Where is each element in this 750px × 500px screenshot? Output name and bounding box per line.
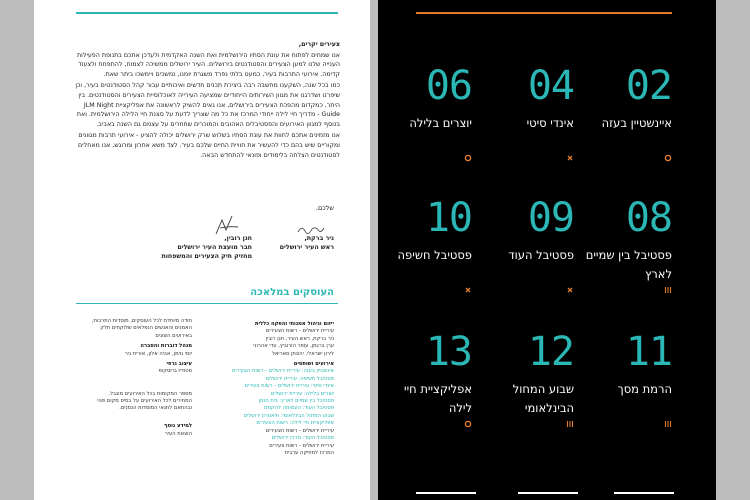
credit-line: אירועים ושותפים (293, 361, 334, 368)
credit-line: ובהתאם לתנאי המוסדות הנמנים. (119, 405, 192, 412)
signer-name: ניר ברקת, (304, 235, 334, 242)
credit-line: עיריית ירושלים - רשות הצעירים (265, 427, 334, 434)
circle-icon (664, 154, 672, 162)
event-label: פסטיבל העוד (508, 248, 574, 262)
bottom-divider (416, 492, 476, 494)
credit-line: אינשטיין בעזה: עיריית ירושלים - רשות הצעירים (231, 368, 334, 375)
signer-council-member (161, 234, 252, 261)
credit-line: עיצוב גרפי (166, 361, 192, 368)
event-label: שבוע המחול הבינלאומי (512, 382, 574, 415)
cross-icon (566, 154, 574, 162)
event-cell[interactable] (484, 329, 574, 432)
credit-line: מנהל דוברות והסברה (140, 343, 192, 350)
right-page (378, 0, 716, 500)
event-number: 04 (527, 63, 574, 109)
credit-line: המרכז למוזיקה ערבית (284, 449, 334, 456)
credit-line: יוצרים בלילה: עיריית ירושלים (270, 390, 334, 397)
event-label: יוצרים בלילה (409, 116, 472, 130)
credit-line: ניר ברקת, ראש העיר, חנן רובין (265, 335, 334, 342)
team-divider (76, 303, 338, 304)
letter-paragraph: כמו בכל שנה, השקענו מחשבה רבה ביצירת תכנים חדשים ואיכותיים עבור קהל הסטודנטים בעיר, וכן שיפרנו ושדרגנו את מגוון השירותים הייחודיים שמציעה העירייה לאוכלוסיית הצעירים והסטודנטים. בין היתר, כמקדום מהפכת הצעירים בירושלים, אנו גאים להשיק לראשונה את אפליקציית JLM Night Guide - מדריך חיי לילה ייחודי המרכז את כל מה שצריך לדעת על סצנת חיי הלילה הירושלמית. ואת בנוסף למגוון האירועים והפסטיבלים האהובים והמוכרים שחוזרים על עצמם גם השנה באביב. (75, 82, 340, 128)
event-cell[interactable] (382, 329, 472, 432)
credit-line: סטודיו גרוסקופ (158, 368, 192, 375)
event-label: פסטיבל בין שמיים לארץ (585, 248, 672, 281)
credit-line: ייזום וניהול אמנותי והפקה כללית (254, 321, 334, 327)
credit-line: האמנים והאנשים הנפלאים שלוקחים חלק (100, 325, 192, 332)
circle-icon (464, 420, 472, 428)
event-cell[interactable] (582, 195, 672, 298)
top-divider (416, 12, 672, 14)
event-label: פסטיבל חשיפה (397, 248, 472, 262)
letter-paragraph: אנו מזמינים אתכם לחוות את עונת הסתיו בשלוש שרק ירושלים יכולה להציע - אירועי תרבות מגוונים ומקוריים שיש בהם כדי להעשיר את חוויית החיים שלכם בעיר. לצד משא אחרון ומרוגש, אנו מאחלים לסטודנטים הצלחה בלימודים ופונאי להתחדש הבאה. (78, 132, 340, 159)
bottom-divider (614, 492, 674, 494)
credit-line: יוסי נוימן, אביה אלון, אורית גיר (124, 350, 192, 357)
credit-line: הוצאת העיר (164, 430, 192, 437)
bottom-divider (518, 492, 578, 494)
signer-title: חבר מועצת העיר ירושלים (177, 244, 252, 251)
credit-line: אינדי סיטי: עיריית ירושלים - רשות צעירים (244, 383, 334, 390)
event-number: 08 (625, 195, 672, 241)
signer-name: חנן רובין, (224, 235, 252, 242)
letter-body (74, 40, 340, 162)
event-label: הרמת מסך (617, 382, 672, 396)
credit-line: אפליקציית חיי לילה: רשות הצעירים (256, 420, 334, 427)
top-divider (76, 12, 338, 14)
event-cell[interactable] (382, 63, 472, 166)
event-number: 11 (625, 329, 672, 375)
event-cell[interactable] (582, 329, 672, 432)
credit-line: באירועים השונים (155, 332, 192, 339)
credit-line: עיריית ירושלים - רשות צעירים (269, 442, 334, 449)
circle-icon (464, 154, 472, 162)
sign-off: שלכם, (315, 204, 334, 212)
bars-icon (664, 420, 672, 428)
event-number: 12 (527, 329, 574, 375)
cross-icon (464, 286, 472, 294)
credit-line: פסטיבל העוד: מרכז ירושלים (271, 435, 334, 442)
event-label: אינדי סיטי (526, 116, 574, 130)
credits-column-right (206, 318, 334, 457)
letter-paragraph: אנו שמחים לפתוח את עונת הסתיו הירושלמית ואת השנה האקדמית ולעדכן אתכם בתנופת הפעילות הענייה שלנו למען הצעירים והסטודנטים בירושלים. העיר ירושלים ממשיכה לצמוח, להתפתח ולצעוד קדימה. אירועי התרבות בעיר, כמעט בלתי נפרד משגרת יומנו, נמשכים ויימשכו ביתר שאת. (77, 51, 340, 78)
credit-line (64, 383, 192, 390)
credit-line: ערן ברגמן, עופר הורוביץ, עדי אהרוני (253, 343, 334, 350)
credit-line (64, 413, 192, 420)
event-cell[interactable] (582, 63, 672, 166)
credit-line: פסטיבל חשיפה: עיריית ירושלים (265, 375, 334, 382)
signer-mayor (280, 234, 334, 252)
credit-line: שבוע המחול הבינלאומי: תיאטרון ירושלים (243, 412, 334, 419)
event-number: 13 (425, 329, 472, 375)
event-number: 02 (625, 63, 672, 109)
event-number: 09 (527, 195, 574, 241)
credit-line (64, 376, 192, 383)
event-cell[interactable] (484, 63, 574, 166)
credit-line: לירון ישראלי, יהונתן סאריאל (272, 350, 334, 357)
credit-line: המחירים לכל האירועים על בסיס מקום פנוי (97, 398, 192, 405)
credit-line: פסטיבל העוד: העמותה להקמת (264, 405, 334, 412)
left-page (34, 0, 370, 500)
bars-icon (664, 286, 672, 294)
credits-column-left (64, 318, 192, 438)
cross-icon (566, 286, 574, 294)
bars-icon (566, 420, 574, 428)
credit-line: מספר המקומות בכל האירועים מוגבל. (108, 390, 192, 397)
event-cell[interactable] (382, 195, 472, 298)
event-cell[interactable] (484, 195, 574, 298)
team-section-title: העוסקים במלאכה (250, 287, 334, 298)
event-label: איינשטיין בעזה (601, 116, 672, 130)
credit-line: למידע נוסף (164, 423, 192, 430)
event-label: אפליקציית חיי לילה (404, 382, 472, 415)
credit-line: עיריית ירושלים - רשות הצעירים (265, 328, 334, 335)
letter-greeting: צעירים יקרים, (298, 41, 340, 48)
signer-title-2: מחזיק תיק הצעירים והמשפחות (161, 253, 252, 260)
event-number: 10 (425, 195, 472, 241)
credit-line: פסטיבל בין שמיים לארץ: בית הנסן (258, 398, 334, 405)
signer-title: ראש העיר ירושלים (279, 244, 334, 251)
event-number: 06 (425, 63, 472, 109)
credit-line: תודה מיוחדת לכל העוסקים, מוסדות התרבות, (91, 318, 192, 324)
